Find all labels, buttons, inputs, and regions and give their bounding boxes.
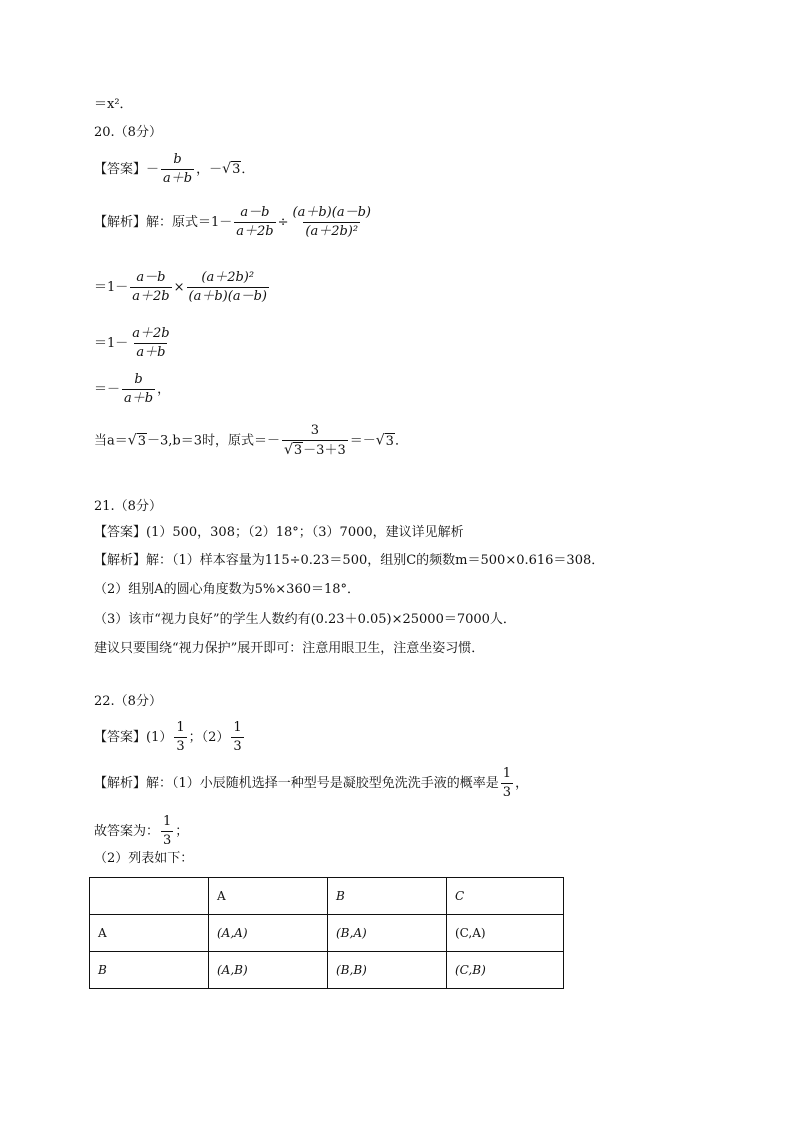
q22-so-frac bbox=[161, 814, 173, 849]
q20-s5-c: ＝－ bbox=[349, 433, 376, 449]
q20-s3-den: a＋b bbox=[136, 345, 166, 360]
table-cell: (A,A) bbox=[209, 915, 328, 952]
sqrt-icon: √ bbox=[375, 432, 385, 449]
q22-answer-frac2 bbox=[231, 720, 243, 755]
table-cell: C bbox=[447, 878, 564, 915]
q22-a1-num: 1 bbox=[176, 720, 185, 735]
q20-analysis-label: 【解析】解：原式＝1－ bbox=[94, 215, 233, 230]
q21-analysis-line1: 【解析】解：（1）样本容量为115÷0.23＝500，组别C的频数m＝500×0.616＝308． bbox=[94, 553, 605, 568]
q22-answer-mid: ；（2） bbox=[188, 730, 230, 745]
q20-answer-end: ． bbox=[241, 162, 255, 177]
sqrt-icon: √ bbox=[127, 432, 137, 449]
table-cell: (C,A) bbox=[447, 915, 564, 952]
q20-s3-frac bbox=[130, 326, 171, 361]
table-cell: B bbox=[90, 952, 209, 989]
table-row bbox=[90, 915, 564, 952]
q20-s5-frac bbox=[282, 423, 348, 459]
table-cell: A bbox=[209, 878, 328, 915]
q22-analysis-end: ， bbox=[515, 776, 529, 791]
q20-answer-label: 【答案】 bbox=[94, 162, 147, 177]
q20-s5-b: －3,b＝3时，原式＝－ bbox=[146, 433, 280, 449]
q20-s2-f2-num: (a＋2b)² bbox=[201, 270, 255, 285]
q20-s2-prefix: ＝1－ bbox=[94, 280, 129, 295]
q20-header: 20.（8分） bbox=[94, 125, 162, 140]
q20-step5 bbox=[94, 423, 408, 459]
q22-so-end: ； bbox=[175, 824, 189, 839]
q20-s2-times: × bbox=[173, 280, 185, 295]
q22-so-label: 故答案为： bbox=[94, 824, 160, 839]
outcome-table bbox=[89, 877, 564, 989]
q20-s2-frac1 bbox=[130, 270, 171, 305]
q20-s5-end: ． bbox=[394, 433, 408, 449]
q21-answer: 【答案】(1）500，308；（2）18°；（3）7000，建议详见解析 bbox=[94, 525, 464, 540]
q22-answer-line bbox=[94, 720, 246, 755]
q22-answer-frac1 bbox=[174, 720, 186, 755]
q20-answer-den: a＋b bbox=[163, 171, 193, 186]
q20-s4-num: b bbox=[134, 372, 143, 387]
q22-probability-frac bbox=[501, 766, 513, 801]
q22-a1-den: 3 bbox=[176, 739, 185, 754]
table-cell bbox=[90, 878, 209, 915]
q20-answer-tail-sign: － bbox=[209, 162, 223, 177]
q22-a2-den: 3 bbox=[233, 739, 242, 754]
q22-so-den: 3 bbox=[163, 833, 172, 848]
table-row bbox=[90, 952, 564, 989]
q21-header: 21.（8分） bbox=[94, 499, 162, 514]
q20-s1-f1-den: a＋2b bbox=[236, 224, 274, 239]
q20-step2 bbox=[94, 270, 271, 305]
q22-p-num: 1 bbox=[502, 766, 512, 781]
q21-analysis-line3: （3）该市“视力良好”的学生人数约有(0.23＋0.05)×25000＝7000人． bbox=[94, 612, 516, 627]
q20-s5-num: 3 bbox=[310, 423, 319, 438]
q20-s5-a: 当a＝ bbox=[94, 433, 128, 449]
q20-answer-fraction bbox=[161, 152, 194, 187]
q20-s4-frac bbox=[122, 372, 155, 407]
table-cell: (C,B) bbox=[447, 952, 564, 989]
q20-s1-frac2 bbox=[291, 205, 373, 240]
q20-step1 bbox=[94, 205, 375, 240]
q20-s1-div: ÷ bbox=[277, 215, 289, 230]
continued-result-line: ＝x²． bbox=[94, 97, 133, 112]
table-cell: (B,A) bbox=[328, 915, 447, 952]
q22-header: 22.（8分） bbox=[94, 694, 162, 709]
q20-s2-f1-num: a－b bbox=[136, 270, 166, 285]
q20-s1-f2-den: (a＋2b)² bbox=[305, 224, 359, 239]
q22-table-intro: （2）列表如下： bbox=[94, 851, 194, 866]
q22-so-num: 1 bbox=[163, 814, 172, 829]
q22-answer-label: 【答案】(1） bbox=[94, 730, 173, 745]
q20-s2-frac2 bbox=[187, 270, 269, 305]
q20-s1-frac1 bbox=[234, 205, 275, 240]
q22-p-den: 3 bbox=[502, 785, 512, 800]
table-cell: B bbox=[328, 878, 447, 915]
q22-analysis-text: 【解析】解：（1）小辰随机选择一种型号是凝胶型免洗洗手液的概率是 bbox=[94, 776, 499, 791]
q20-s5-den-radicand: 3 bbox=[293, 443, 303, 458]
q20-step3 bbox=[94, 326, 174, 361]
q20-s4-prefix: ＝－ bbox=[94, 382, 121, 397]
q20-s5-radicand2: 3 bbox=[385, 433, 394, 449]
q20-answer-sep: ， bbox=[196, 162, 210, 177]
table-cell: (B,B) bbox=[328, 952, 447, 989]
q20-s3-num: a＋2b bbox=[132, 326, 170, 341]
q20-answer-neg: － bbox=[146, 162, 160, 177]
q20-answer-num: b bbox=[173, 152, 182, 167]
q20-s3-prefix: ＝1－ bbox=[94, 336, 129, 351]
q21-analysis-line2: （2）组别A的圆心角度数为5%×360＝18°． bbox=[94, 582, 361, 597]
q20-s5-radicand: 3 bbox=[137, 433, 146, 449]
q21-analysis-line4: 建议只要围绕“视力保护”展开即可：注意用眼卫生，注意坐姿习惯． bbox=[94, 641, 485, 656]
q20-answer-radicand: 3 bbox=[232, 162, 241, 177]
q20-s4-suffix: ， bbox=[157, 382, 171, 397]
q20-s1-f1-num: a－b bbox=[240, 205, 270, 220]
table-header-row bbox=[90, 878, 564, 915]
q22-analysis-line bbox=[94, 766, 528, 801]
table-cell: A bbox=[90, 915, 209, 952]
q20-step4 bbox=[94, 372, 170, 407]
q20-s5-den-tail: －3＋3 bbox=[303, 443, 346, 458]
q20-s2-f1-den: a＋2b bbox=[132, 289, 170, 304]
q22-a2-num: 1 bbox=[233, 720, 242, 735]
q20-s4-den: a＋b bbox=[124, 391, 154, 406]
sqrt-icon: √ bbox=[222, 161, 232, 177]
table-cell: (A,B) bbox=[209, 952, 328, 989]
q20-s1-f2-num: (a＋b)(a－b) bbox=[292, 205, 371, 220]
q20-answer-line bbox=[94, 152, 254, 187]
q20-s2-f2-den: (a＋b)(a－b) bbox=[188, 289, 267, 304]
q22-so-line bbox=[94, 814, 188, 849]
sqrt-icon: √ bbox=[283, 442, 293, 458]
q20-s5-den bbox=[282, 440, 348, 459]
